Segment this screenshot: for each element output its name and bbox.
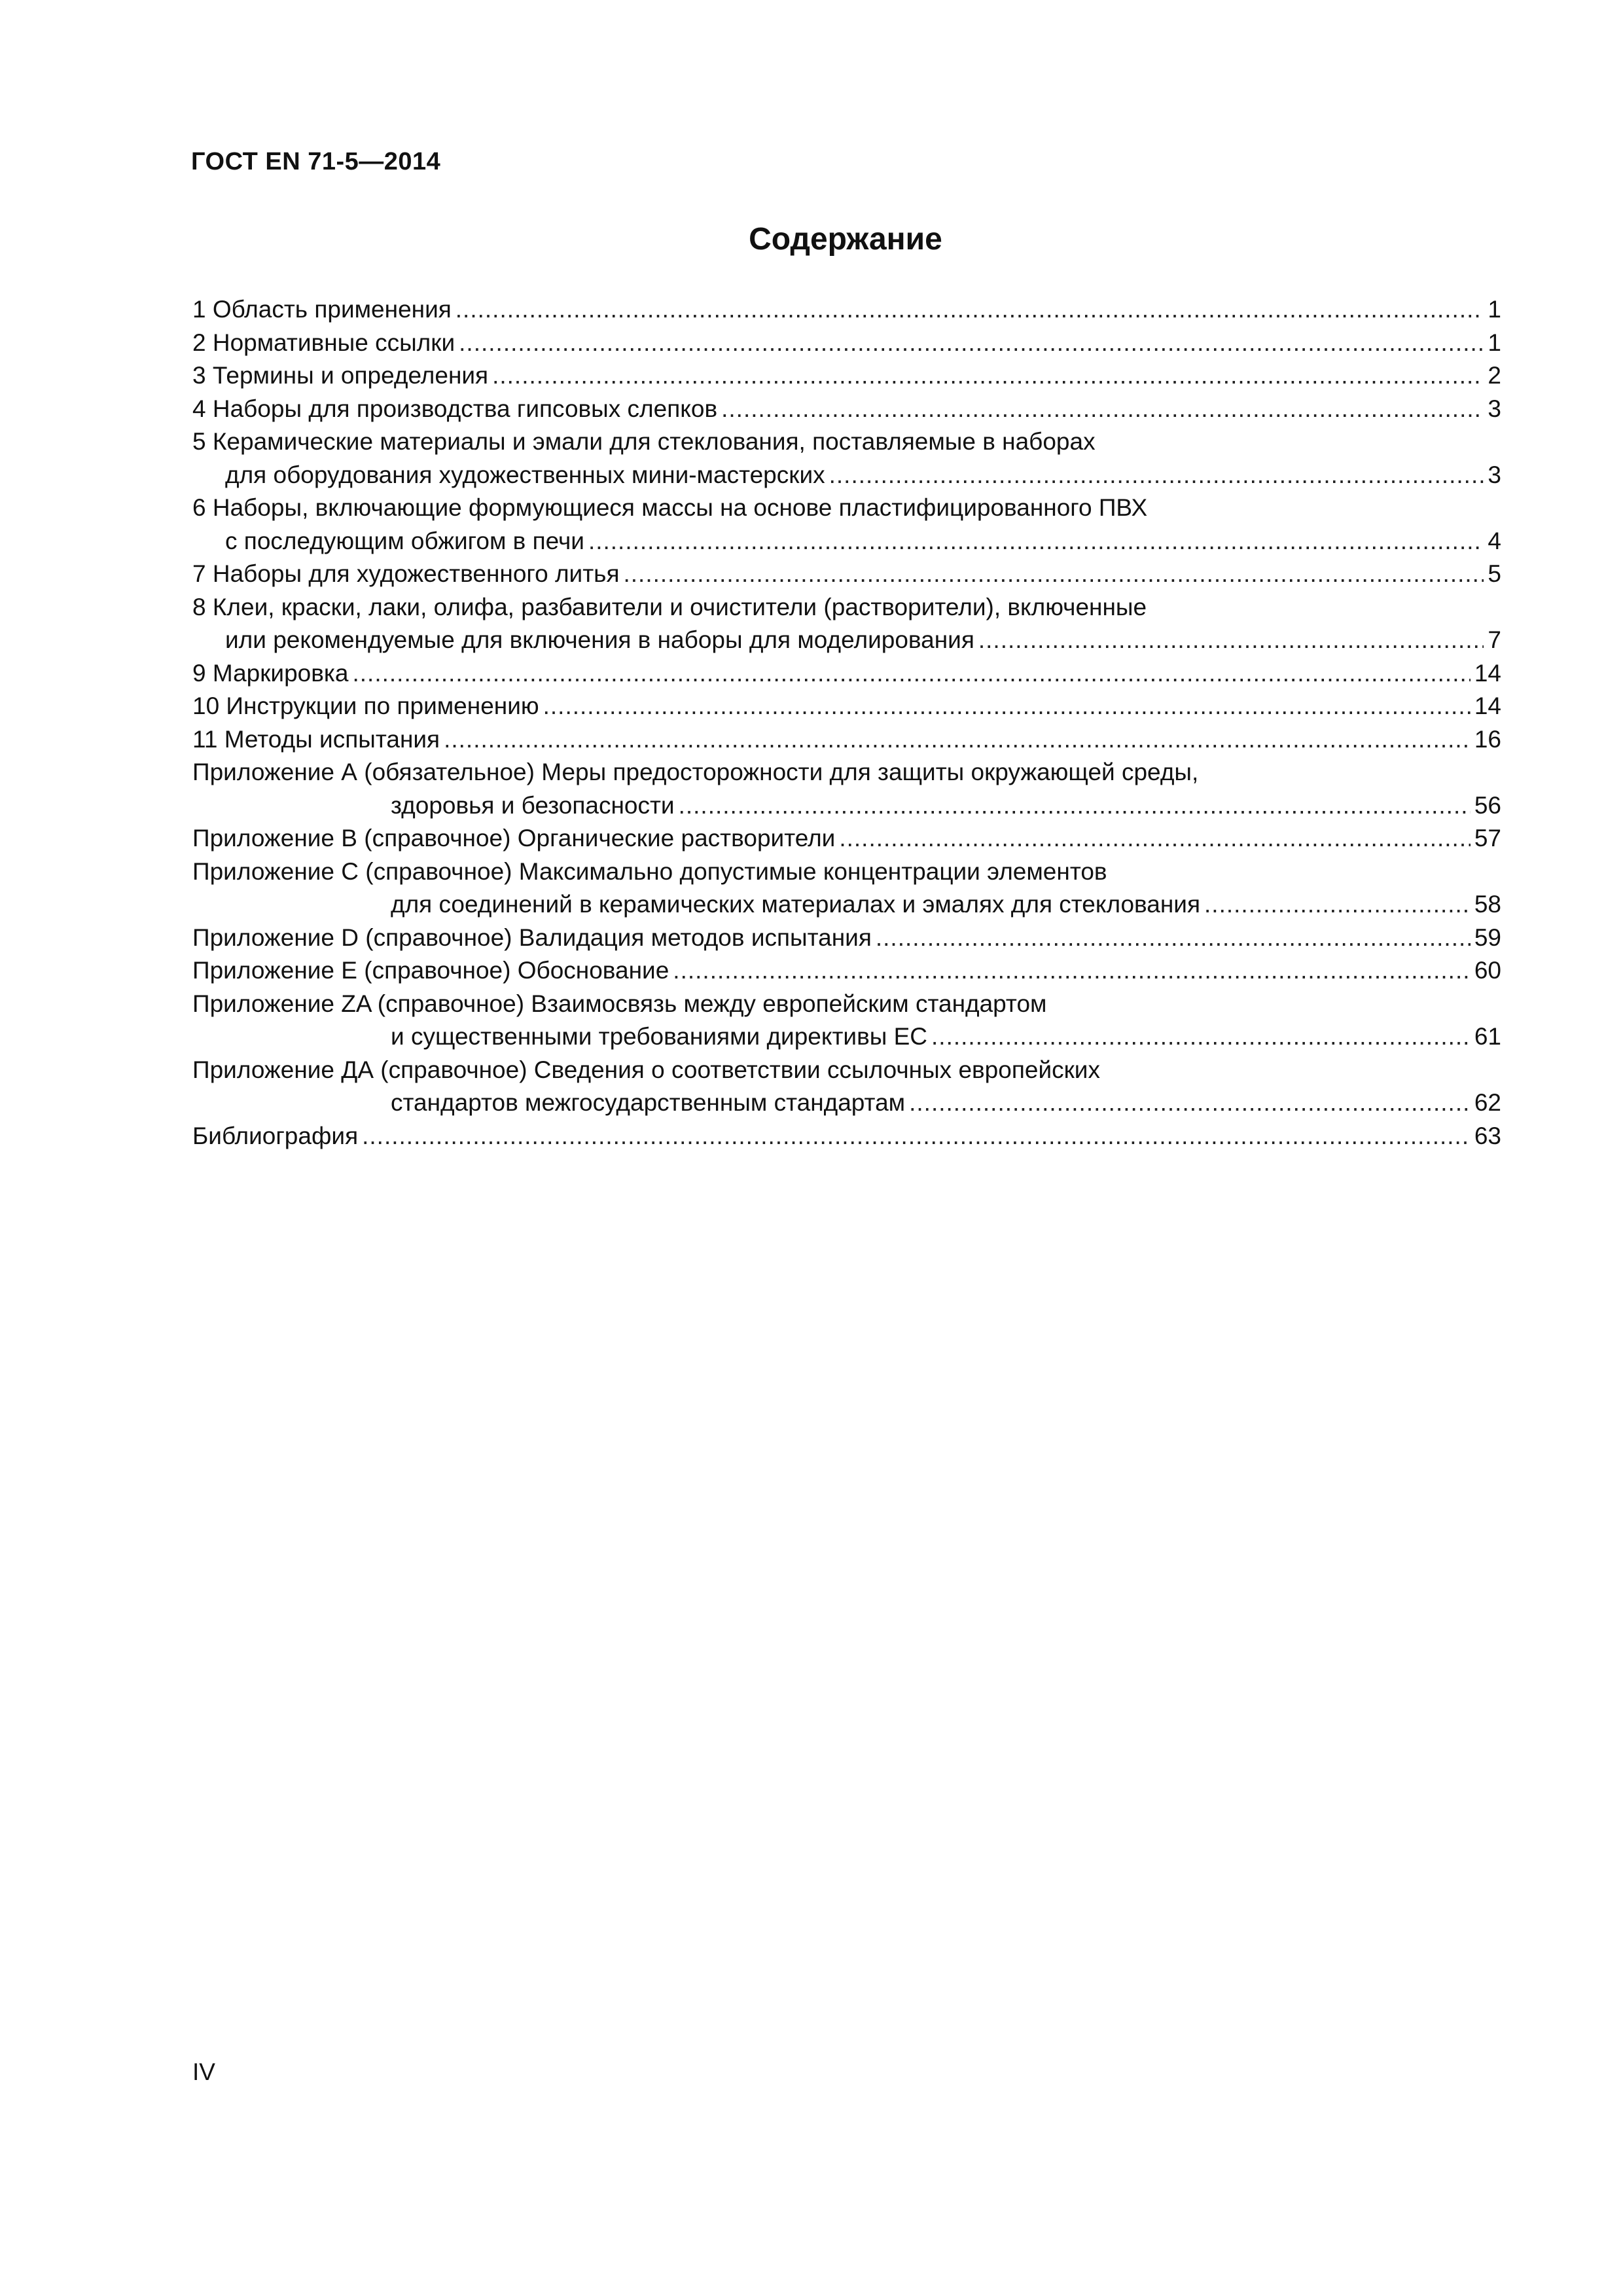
toc-entry[interactable] — [192, 954, 1501, 988]
document-code: ГОСТ EN 71-5—2014 — [191, 148, 441, 175]
toc-entry-text: 7 Наборы для художественного литья — [192, 560, 620, 587]
toc-leader-dots — [444, 723, 1471, 757]
toc-entry[interactable] — [192, 756, 1501, 822]
toc-page-number: 60 — [1474, 957, 1501, 984]
toc-leader-dots — [673, 954, 1471, 988]
toc-page-number: 62 — [1474, 1089, 1501, 1116]
toc-entry[interactable] — [192, 690, 1501, 723]
toc-entry[interactable] — [192, 425, 1501, 492]
toc-page-number: 1 — [1488, 296, 1501, 323]
toc-page-number: 1 — [1488, 329, 1501, 356]
toc-title: Содержание — [749, 222, 942, 257]
toc-page-number: 3 — [1488, 461, 1501, 488]
toc-entry-text: и существенными требованиями директивы ЕС — [391, 1023, 928, 1050]
toc-page-number: 56 — [1474, 791, 1501, 819]
toc-entry-text: 11 Методы испытания — [192, 725, 440, 753]
toc-leader-dots — [1204, 888, 1471, 922]
toc-entry-text: с последующим обжигом в печи — [225, 527, 584, 554]
toc-entry[interactable] — [192, 1054, 1501, 1120]
toc-page-number: 63 — [1474, 1122, 1501, 1149]
toc-leader-dots — [353, 657, 1471, 691]
toc-entry-text: или рекомендуемые для включения в наборы для моделирования — [225, 626, 974, 653]
toc-entry-text: Приложение А (обязательное) Меры предосторожности для защиты окружающей среды, — [192, 759, 1199, 785]
toc-leader-dots — [931, 1020, 1471, 1054]
toc-entry[interactable] — [192, 723, 1501, 757]
toc-leader-dots — [909, 1086, 1471, 1120]
toc-leader-dots — [876, 922, 1471, 955]
toc-entry-text: 1 Область применения — [192, 296, 452, 323]
toc-entry[interactable] — [192, 988, 1501, 1054]
toc-leader-dots — [679, 789, 1471, 823]
toc-entry-text: для соединений в керамических материалах и эмалях для стеклования — [391, 891, 1201, 918]
toc-entry-text: 10 Инструкции по применению — [192, 692, 539, 719]
toc-leader-dots — [839, 822, 1471, 855]
toc-entry-text: Приложение В (справочное) Органические растворители — [192, 825, 836, 852]
toc-entry[interactable] — [192, 327, 1501, 360]
toc-entry-text: Приложение С (справочное) Максимально допустимые концентрации элементов — [192, 857, 1107, 885]
toc-entry-text: Приложение E (справочное) Обоснование — [192, 957, 669, 984]
toc-leader-dots — [624, 558, 1484, 591]
toc-page-number: 14 — [1474, 692, 1501, 719]
toc-page-number: 61 — [1474, 1023, 1501, 1050]
toc-page-number: 7 — [1488, 626, 1501, 653]
table-of-contents — [192, 293, 1501, 1153]
toc-entry-text: 2 Нормативные ссылки — [192, 329, 455, 356]
toc-entry-text: 4 Наборы для производства гипсовых слепков — [192, 395, 718, 422]
toc-entry-text: Приложение D (справочное) Валидация методов испытания — [192, 924, 872, 951]
toc-page-number: 14 — [1474, 659, 1501, 687]
toc-entry-text: 9 Маркировка — [192, 659, 349, 687]
toc-entry-text: 6 Наборы, включающие формующиеся массы на основе пластифицированного ПВХ — [192, 494, 1148, 521]
toc-leader-dots — [721, 393, 1484, 426]
toc-entry-text: 5 Керамические материалы и эмали для стеклования, поставляемые в наборах — [192, 428, 1096, 455]
toc-entry-text: Приложение ZA (справочное) Взаимосвязь между европейским стандартом — [192, 990, 1047, 1017]
toc-leader-dots — [543, 690, 1471, 723]
toc-page-number: 3 — [1488, 395, 1501, 422]
toc-page-number: 4 — [1488, 527, 1501, 554]
toc-leader-dots — [362, 1120, 1471, 1153]
toc-entry-text: стандартов межгосударственным стандартам — [391, 1089, 906, 1116]
toc-page-number: 5 — [1488, 560, 1501, 587]
toc-entry-text: здоровья и безопасности — [391, 791, 675, 819]
toc-entry[interactable] — [192, 922, 1501, 955]
toc-leader-dots — [588, 525, 1484, 558]
toc-leader-dots — [829, 459, 1484, 492]
toc-entry-text: 8 Клеи, краски, лаки, олифа, разбавители и очистители (растворители), включенные — [192, 593, 1147, 620]
page-number: IV — [192, 2058, 215, 2085]
toc-entry-text: для оборудования художественных мини-мастерских — [225, 461, 825, 488]
toc-entry-text: Приложение ДА (справочное) Сведения о соответствии ссылочных европейских — [192, 1056, 1100, 1083]
toc-leader-dots — [459, 327, 1484, 360]
toc-entry[interactable] — [192, 359, 1501, 393]
toc-entry[interactable] — [192, 1120, 1501, 1153]
toc-leader-dots — [492, 359, 1484, 393]
toc-entry[interactable] — [192, 492, 1501, 558]
toc-entry[interactable] — [192, 558, 1501, 591]
toc-entry[interactable] — [192, 591, 1501, 657]
toc-entry[interactable] — [192, 393, 1501, 426]
toc-entry[interactable] — [192, 293, 1501, 327]
toc-page-number: 16 — [1474, 725, 1501, 753]
toc-leader-dots — [455, 293, 1484, 327]
toc-page-number: 58 — [1474, 891, 1501, 918]
toc-page-number: 59 — [1474, 924, 1501, 951]
toc-entry[interactable] — [192, 822, 1501, 855]
toc-page-number: 57 — [1474, 825, 1501, 852]
toc-leader-dots — [978, 624, 1484, 657]
toc-page-number: 2 — [1488, 362, 1501, 389]
toc-entry-text: 3 Термины и определения — [192, 362, 489, 389]
toc-entry-text: Библиография — [192, 1122, 359, 1149]
toc-entry[interactable] — [192, 657, 1501, 691]
toc-entry[interactable] — [192, 855, 1501, 922]
